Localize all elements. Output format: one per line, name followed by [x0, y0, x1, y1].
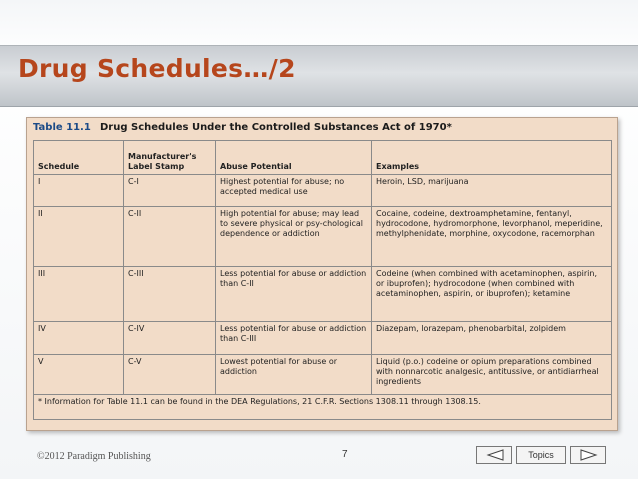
cell-label-stamp: C-III: [124, 267, 216, 322]
cell-examples: Diazepam, lorazepam, phenobarbital, zolpidem: [372, 322, 612, 355]
table-caption-title: Drug Schedules Under the Controlled Substances Act of 1970*: [100, 122, 452, 133]
cell-label-stamp: C-IV: [124, 322, 216, 355]
cell-schedule: V: [34, 355, 124, 395]
arrow-right-icon: [579, 449, 599, 461]
arrow-left-icon: [485, 449, 505, 461]
cell-examples: Cocaine, codeine, dextroamphetamine, fentanyl, hydrocodone, hydromorphone, levorphanol, meperidine, methylphenidate, morphine, oxycodone, racemorphan: [372, 207, 612, 267]
header-label-stamp: Manufacturer's Label Stamp: [124, 141, 216, 175]
table-caption: [33, 122, 452, 133]
table-header-row: [34, 141, 612, 175]
slide-title: Drug Schedules…/2: [18, 54, 296, 83]
cell-abuse-potential: Highest potential for abuse; no accepted medical use: [216, 175, 372, 207]
table-row: [34, 355, 612, 395]
cell-label-stamp: C-II: [124, 207, 216, 267]
page-number: 7: [342, 449, 348, 460]
table-row: [34, 322, 612, 355]
cell-schedule: IV: [34, 322, 124, 355]
previous-slide-button[interactable]: [476, 446, 512, 464]
cell-abuse-potential: Lowest potential for abuse or addiction: [216, 355, 372, 395]
topics-button[interactable]: Topics: [516, 446, 566, 464]
table-caption-number: Table 11.1: [33, 122, 91, 133]
next-slide-button[interactable]: [570, 446, 606, 464]
header-abuse-potential: Abuse Potential: [216, 141, 372, 175]
cell-schedule: II: [34, 207, 124, 267]
cell-abuse-potential: Less potential for abuse or addiction than C-II: [216, 267, 372, 322]
table-footnote: * Information for Table 11.1 can be found in the DEA Regulations, 21 C.F.R. Sections 1308.11 through 1308.15.: [34, 395, 612, 420]
slide-navigation: [476, 446, 606, 466]
header-schedule: Schedule: [34, 141, 124, 175]
cell-schedule: III: [34, 267, 124, 322]
table-row: [34, 175, 612, 207]
cell-abuse-potential: High potential for abuse; may lead to severe physical or psy-chological dependence or addiction: [216, 207, 372, 267]
cell-label-stamp: C-V: [124, 355, 216, 395]
table-row: [34, 267, 612, 322]
table-footnote-row: [34, 395, 612, 420]
cell-examples: Liquid (p.o.) codeine or opium preparations combined with nonnarcotic analgesic, antitussive, or antidiarrheal ingredients: [372, 355, 612, 395]
header-examples: Examples: [372, 141, 612, 175]
cell-examples: Heroin, LSD, marijuana: [372, 175, 612, 207]
cell-examples: Codeine (when combined with acetaminophen, aspirin, or ibuprofen); hydrocodone (when combined with acetaminophen, aspirin, or ibuprofen); ketamine: [372, 267, 612, 322]
cell-schedule: I: [34, 175, 124, 207]
cell-abuse-potential: Less potential for abuse or addiction than C-III: [216, 322, 372, 355]
table-figure: [26, 117, 618, 431]
drug-schedule-table: [33, 140, 612, 420]
copyright-footer: ©2012 Paradigm Publishing: [37, 451, 151, 462]
cell-label-stamp: C-I: [124, 175, 216, 207]
table-row: [34, 207, 612, 267]
